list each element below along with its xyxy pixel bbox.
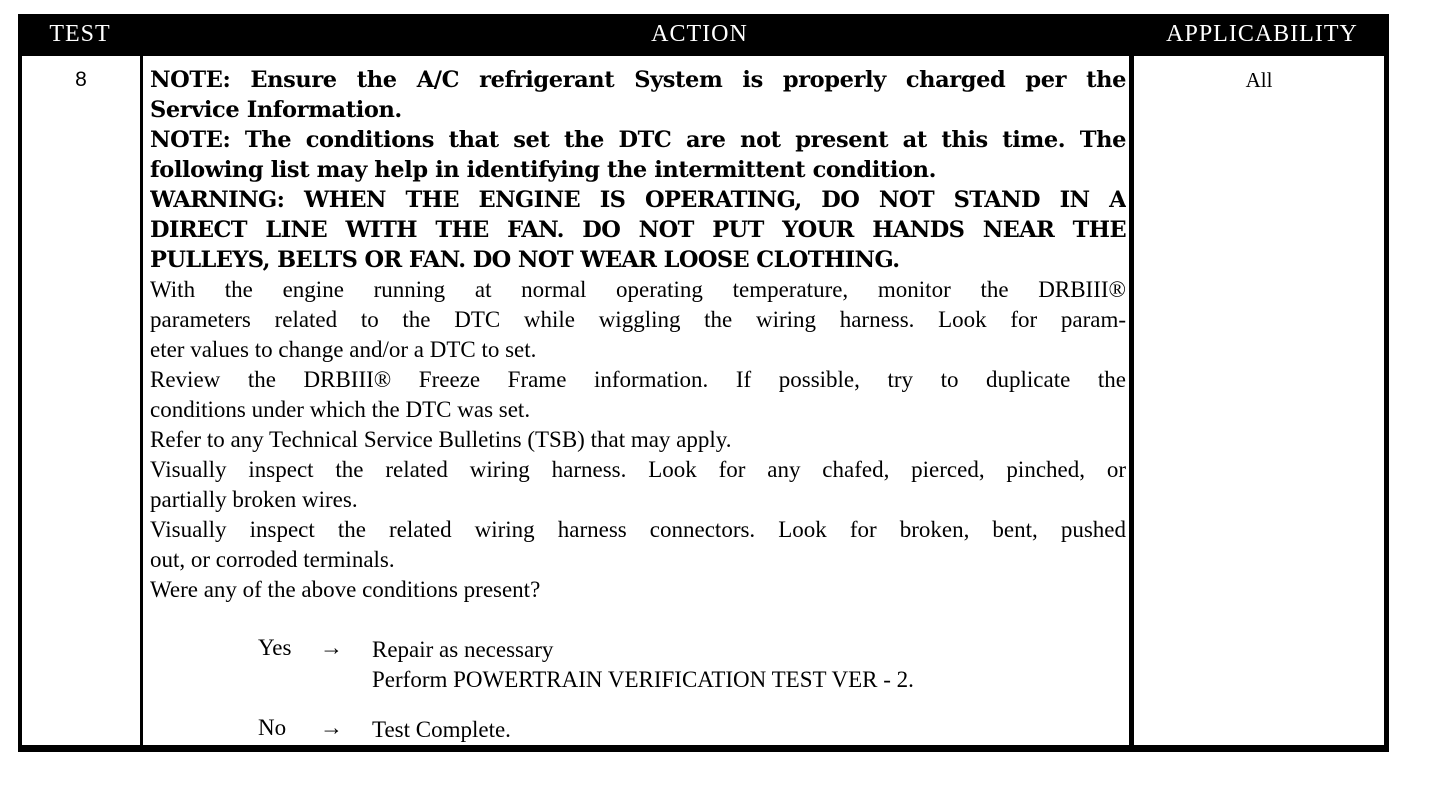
warning-line: PULLEYS, BELTS OR FAN. DO NOT WEAR LOOSE CLOTHING. [150,247,900,273]
header-action: ACTION [651,20,748,47]
instruction-line: Review the DRBIII® Freeze Frame information. If possible, try to duplicate the [150,367,1126,392]
yes-label: Yes [258,635,292,660]
instruction-line: parameters related to the DTC while wiggling the wiring harness. Look for param- [150,307,1126,332]
diagnostic-test-table [18,14,1389,752]
yes-result-line: Perform POWERTRAIN VERIFICATION TEST VER - 2. [372,667,914,692]
instruction-line: out, or corroded terminals. [150,547,395,572]
no-label: No [258,715,287,740]
instruction-line: Visually inspect the related wiring harness connectors. Look for broken, bent, pushed [150,517,1126,542]
note-line: NOTE: Ensure the A/C refrigerant System is properly charged per the [150,67,1126,93]
header-applicability: APPLICABILITY [1166,20,1358,47]
instruction-line: With the engine running at normal operating temperature, monitor the DRBIII® [150,277,1126,302]
question-line: Were any of the above conditions present? [150,577,541,602]
test-number: 8 [75,68,87,91]
instruction-line: partially broken wires. [150,487,358,512]
note-line: Service Information. [150,97,402,123]
instruction-line: conditions under which the DTC was set. [150,397,531,422]
warning-line: WARNING: WHEN THE ENGINE IS OPERATING, DO NOT STAND IN A [150,187,1126,213]
note-line: NOTE: The conditions that set the DTC are not present at this time. The [150,127,1126,153]
test-number-cell [22,56,140,745]
right-arrow-icon: → [320,635,343,660]
header-test: TEST [49,20,111,47]
instruction-line: Refer to any Technical Service Bulletins (TSB) that may apply. [150,427,732,452]
right-arrow-icon: → [320,715,343,740]
action-cell [143,56,1129,745]
instruction-line: eter values to change and/or a DTC to set. [150,337,537,362]
yes-result [372,635,914,695]
instruction-line: Visually inspect the related wiring harness. Look for any chafed, pierced, pinched, or [150,457,1126,482]
applicability-cell [1134,56,1384,745]
applicability-value: All [1245,68,1273,92]
no-result-line: Test Complete. [372,717,511,742]
no-result [372,715,511,745]
warning-line: DIRECT LINE WITH THE FAN. DO NOT PUT YOUR HANDS NEAR THE [150,217,1126,243]
note-line: following list may help in identifying the intermittent condition. [150,157,937,183]
action-content [150,65,1126,742]
yes-result-line: Repair as necessary [372,637,554,662]
